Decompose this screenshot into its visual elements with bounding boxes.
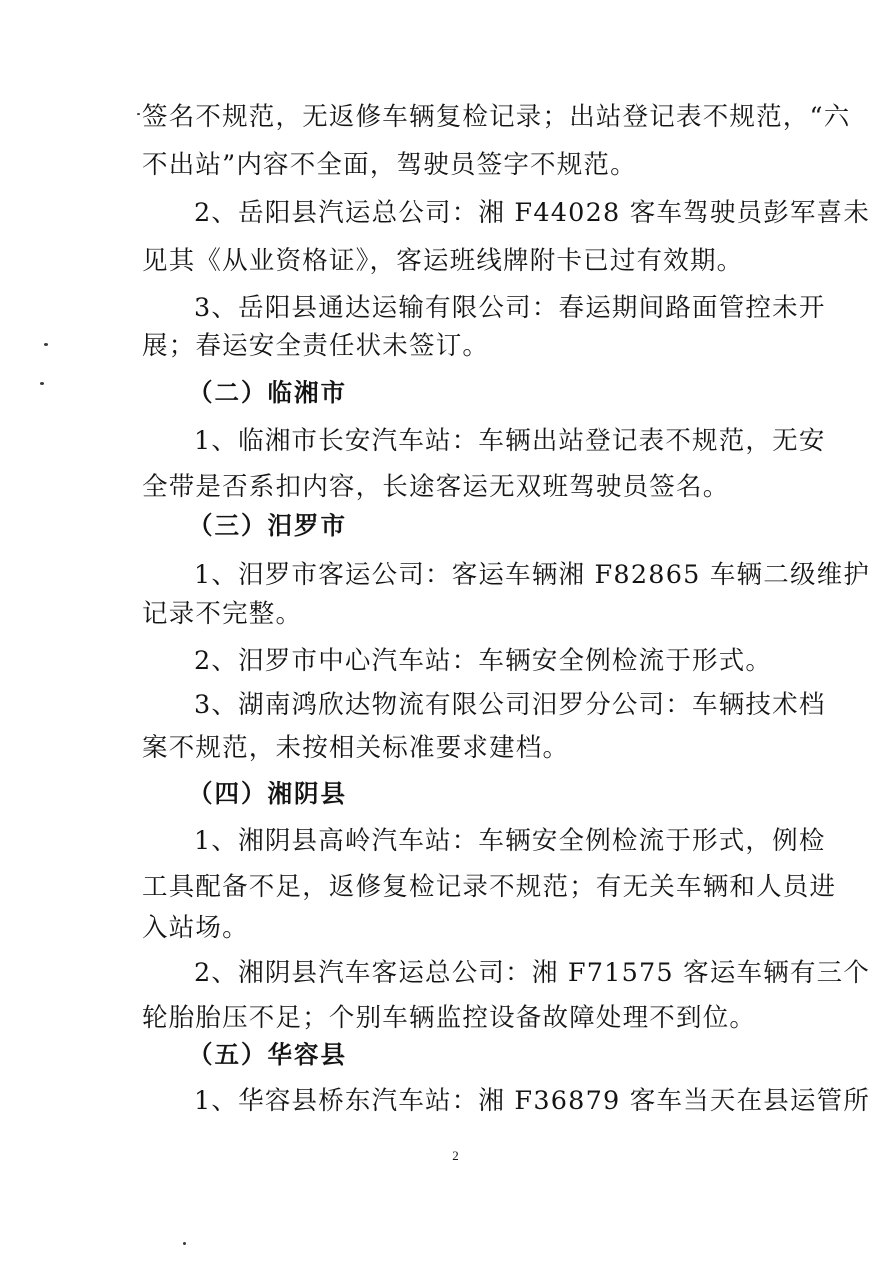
text-line: 轮胎胎压不足；个别车辆监控设备故障处理不到位。 — [142, 1003, 757, 1033]
section-heading: （五）华容县 — [188, 1040, 347, 1069]
text-line: 2、汨罗市中心汽车站：车辆安全例检流于形式。 — [194, 646, 773, 676]
page-number: 2 — [452, 1148, 459, 1163]
scan-speck — [44, 343, 48, 346]
text-line: 签名不规范，无返修车辆复检记录；出站登记表不规范，“六 — [142, 102, 851, 132]
text-line: 记录不完整。 — [142, 599, 303, 629]
text-line: 全带是否系扣内容，长途客运无双班驾驶员签名。 — [142, 472, 730, 502]
text-line: 展；春运安全责任状未签订。 — [142, 331, 490, 361]
text-line: 入站场。 — [142, 913, 249, 943]
text-line: 1、汨罗市客运公司：客运车辆湘 F82865 车辆二级维护 — [194, 560, 871, 590]
section-heading: （四）湘阴县 — [188, 779, 347, 808]
text-line: 3、湖南鸿欣达物流有限公司汨罗分公司：车辆技术档 — [194, 690, 826, 720]
text-line: 不出站”内容不全面，驾驶员签字不规范。 — [142, 150, 637, 180]
text-line: 1、华容县桥东汽车站：湘 F36879 客车当天在县运管所 — [194, 1086, 871, 1116]
text-line: 1、临湘市长安汽车站：车辆出站登记表不规范，无安 — [194, 426, 826, 456]
text-line: 3、岳阳县通达运输有限公司：春运期间路面管控未开 — [194, 293, 826, 323]
text-line: 见其《从业资格证》，客运班线牌附卡已过有效期。 — [142, 246, 744, 276]
scan-speck — [183, 1242, 186, 1245]
scan-speck — [40, 382, 44, 385]
section-heading: （二）临湘市 — [188, 378, 347, 407]
text-line: 2、湘阴县汽车客运总公司：湘 F71575 客运车辆有三个 — [194, 958, 871, 988]
text-line: 1、湘阴县高岭汽车站：车辆安全例检流于形式，例检 — [194, 826, 826, 856]
text-line: 2、岳阳县汽运总公司：湘 F44028 客车驾驶员彭军喜未 — [194, 198, 871, 228]
scan-speck — [137, 113, 140, 115]
section-heading: （三）汨罗市 — [188, 511, 347, 540]
text-line: 工具配备不足，返修复检记录不规范；有无关车辆和人员进 — [142, 872, 837, 902]
text-line: 案不规范，未按相关标准要求建档。 — [142, 733, 570, 763]
